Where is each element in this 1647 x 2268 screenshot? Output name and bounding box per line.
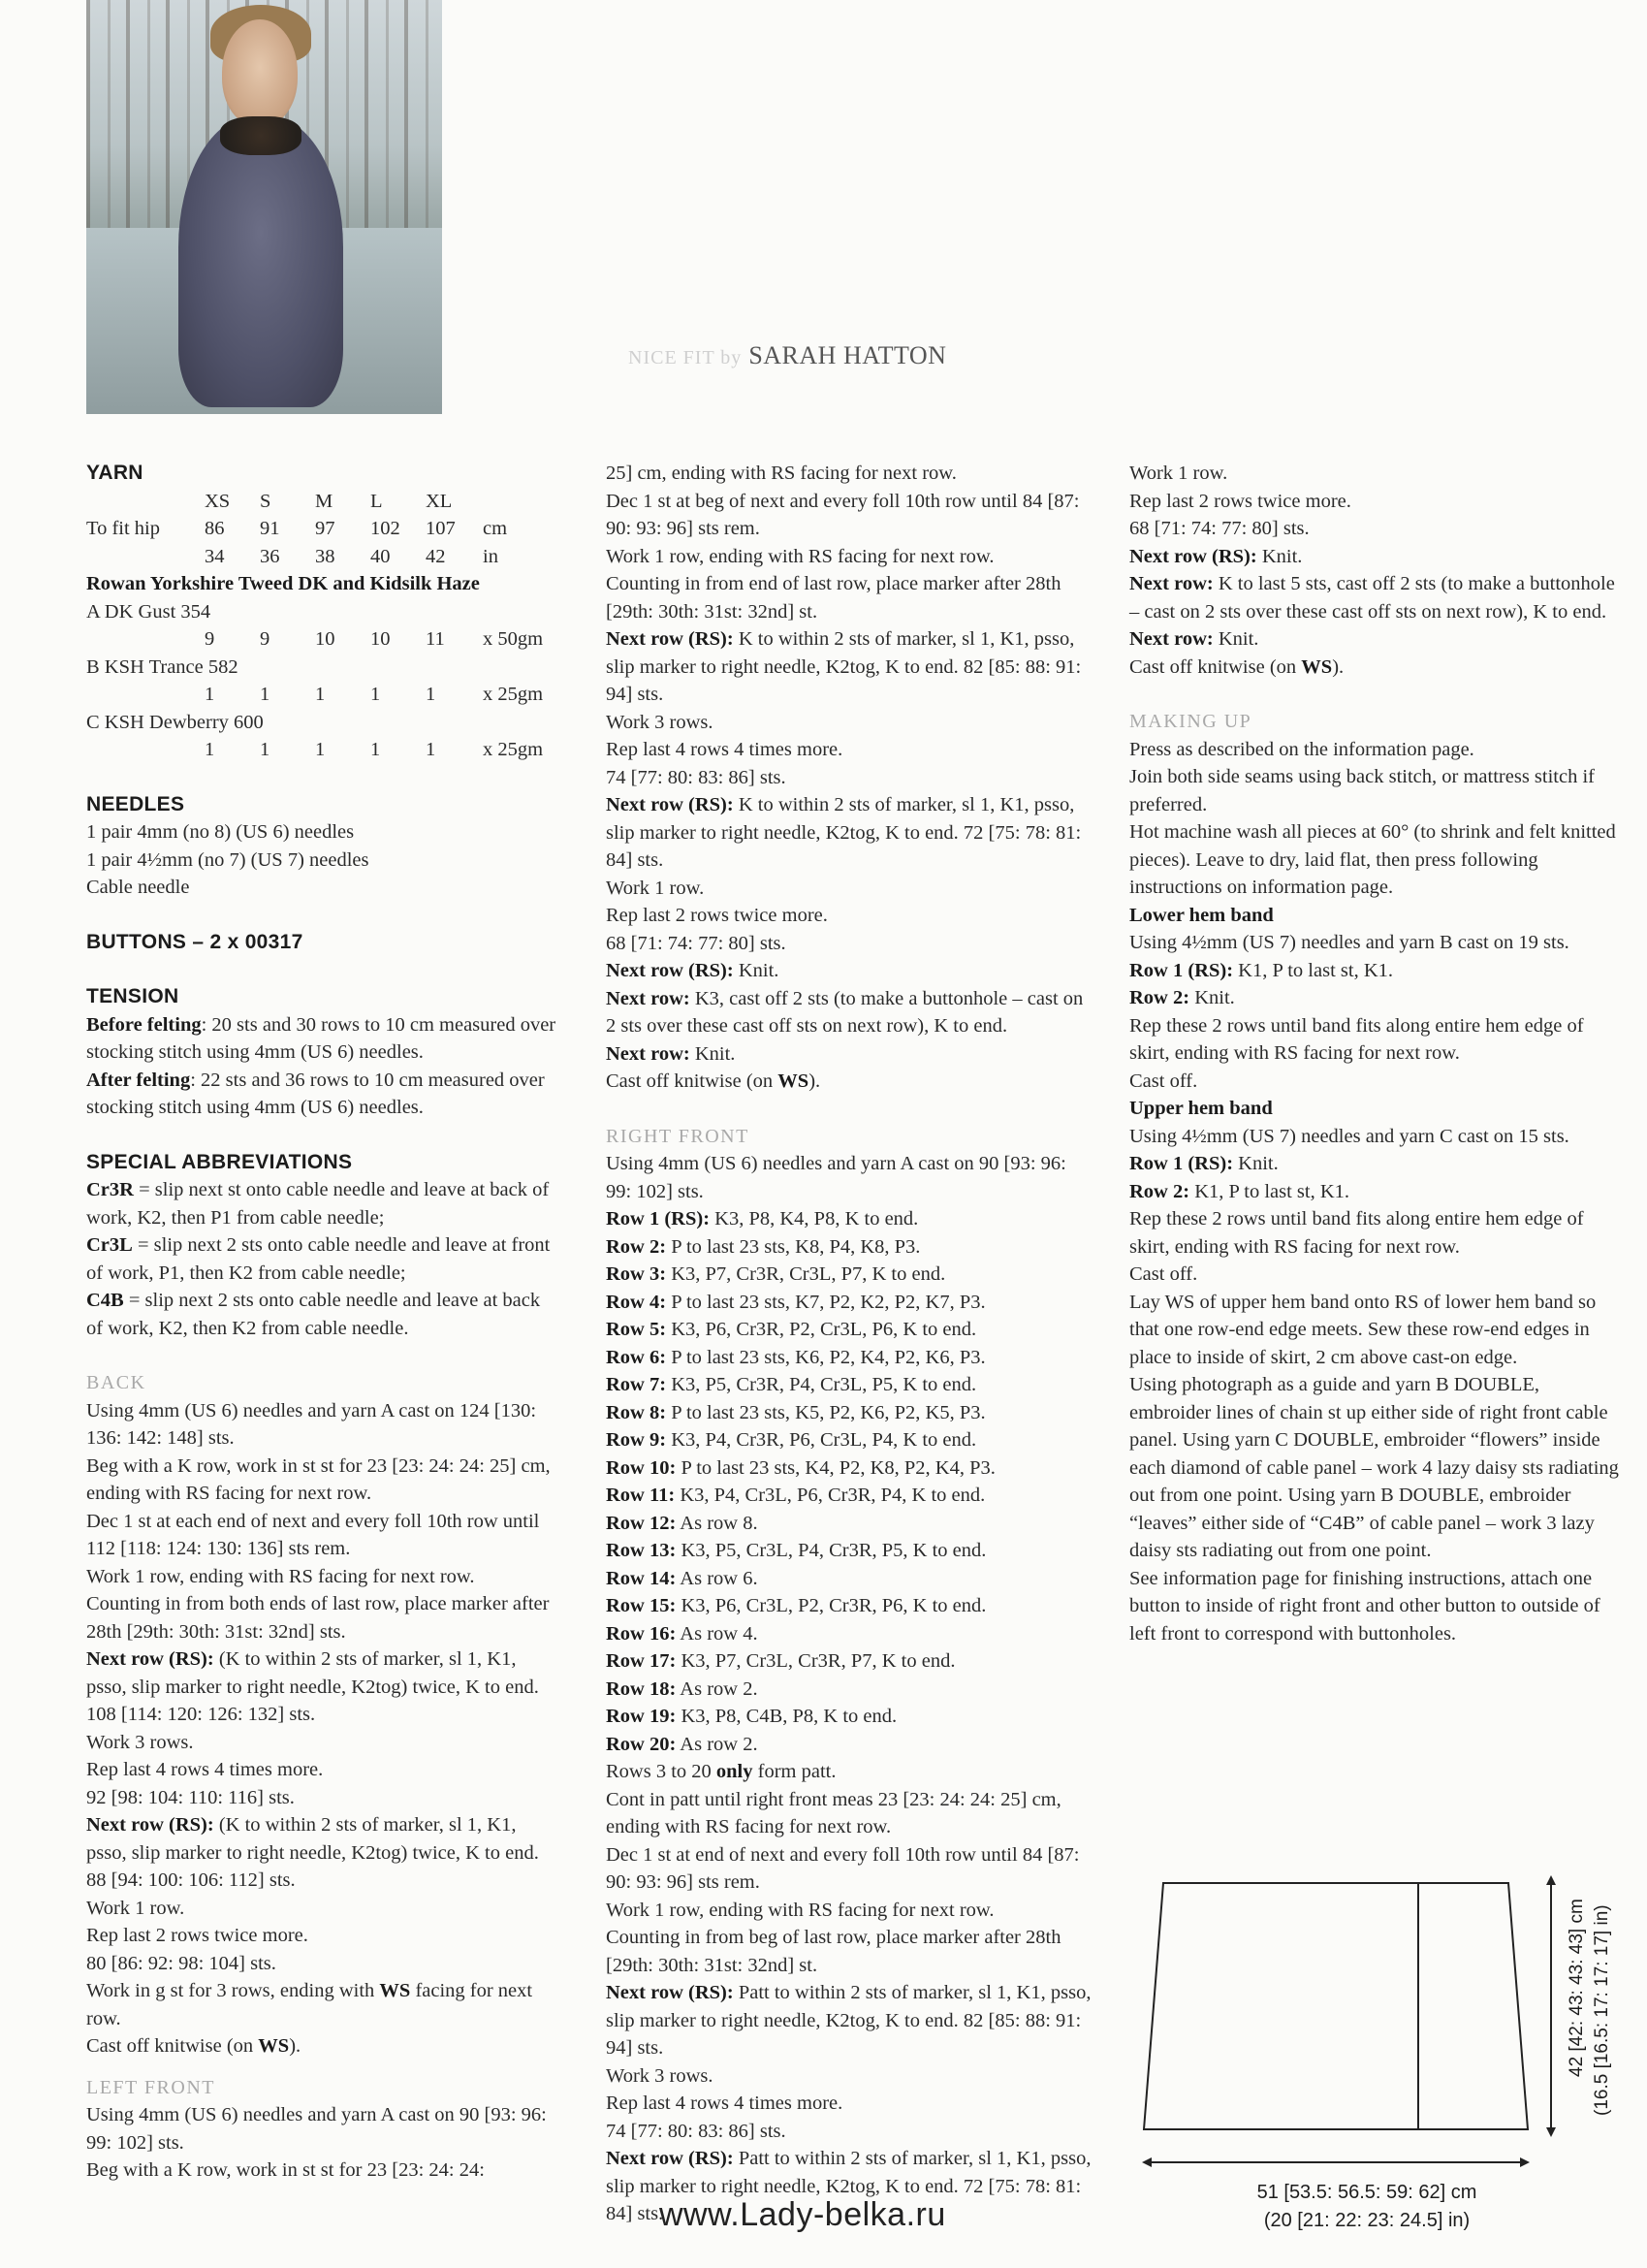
pattern-row-label: Row 12: xyxy=(606,1512,677,1534)
right-front-instruction: Dec 1 st at end of next and every foll 10th row until 84 [87: 90: 93: 96] sts rem. xyxy=(606,1843,1080,1893)
right-front-instruction: Next row: K to last 5 sts, cast off 2 sts (to make a buttonhole – cast on 2 sts over these cast off sts on next row), K to end. xyxy=(1129,573,1615,623)
pattern-row-label: Row 6: xyxy=(606,1346,667,1368)
pattern-row xyxy=(606,1205,1095,1233)
upper-hem-instruction: Using 4½mm (US 7) needles and yarn C cast on 15 sts. xyxy=(1129,1125,1569,1147)
left-front-instruction: Rep last 4 rows 4 times more. xyxy=(606,739,843,760)
back-instruction: Next row (RS): (K to within 2 sts of marker, sl 1, K1, psso, slip marker to right needle, K2tog) twice, K to end. 108 [114: 120: 126: 132] sts. xyxy=(86,1648,539,1725)
left-front-instruction: Rep last 2 rows twice more. xyxy=(606,905,828,926)
pattern-row-text: K3, P5, Cr3L, P4, Cr3R, P5, K to end. xyxy=(676,1540,987,1561)
buttons-line: BUTTONS – 2 x 00317 xyxy=(86,930,303,953)
making-up-instruction: Join both side seams using back stitch, or mattress stitch if preferred. xyxy=(1129,766,1595,815)
height-in: (16.5 [16.5: 17: 17: 17] in) xyxy=(1592,1904,1612,2116)
pattern-row xyxy=(606,1565,1095,1593)
back-instruction: Rep last 4 rows 4 times more. xyxy=(86,1759,324,1780)
left-front-instruction: Work 3 rows. xyxy=(606,711,713,733)
finishing-instruction: Using photograph as a guide and yarn B DOUBLE, embroider lines of chain st up either side of right front cable panel. Using yarn C DOUBLE, embroider “flowers” inside each diamond of cable panel – work 4 lazy daisy sts radiating out from one point. Using yarn B DOUBLE, embroider “leaves” either side of “C4B” of cable panel – work 3 lazy daisy sts radiating out from one point. xyxy=(1129,1374,1619,1561)
back-instruction: Work in g st for 3 rows, ending with WS facing for next row. xyxy=(86,1980,533,2029)
pattern-row-label: Row 4: xyxy=(606,1291,667,1313)
pattern-row-label: Row 3: xyxy=(606,1263,667,1285)
pattern-row-text: K3, P4, Cr3L, P6, Cr3R, P4, K to end. xyxy=(675,1485,986,1506)
pattern-row-text: As row 8. xyxy=(676,1512,758,1534)
left-front-instruction: Next row (RS): K to within 2 sts of marker, sl 1, K1, psso, slip marker to right needle, K2tog, K to end. 82 [85: 88: 91: 94] sts. xyxy=(606,628,1082,705)
width-cm: 51 [53.5: 56.5: 59: 62] cm xyxy=(1256,2182,1477,2203)
pattern-row xyxy=(606,1482,1095,1510)
right-front-instruction: Using 4mm (US 6) needles and yarn A cast on 90 [93: 96: 99: 102] sts. xyxy=(606,1153,1066,1202)
pattern-row-text: As row 4. xyxy=(676,1622,758,1645)
height-measurement xyxy=(1567,1862,1644,2143)
left-front-instruction: Next row (RS): Knit. xyxy=(606,960,779,981)
abbreviation-cr3r: Cr3R = slip next st onto cable needle and leave at back of work, K2, then P1 from cable needle; xyxy=(86,1179,550,1229)
pattern-rows xyxy=(606,1205,1095,1758)
skirt-schematic xyxy=(1134,1862,1629,2240)
width-in: (20 [21: 22: 23: 24.5] in) xyxy=(1263,2210,1471,2231)
needle-item: Cable needle xyxy=(86,877,190,898)
left-front-instruction: Next row: Knit. xyxy=(606,1042,736,1065)
pattern-row-text: P to last 23 sts, K8, P4, K8, P3. xyxy=(666,1235,921,1258)
needle-item: 1 pair 4½mm (no 7) (US 7) needles xyxy=(86,848,369,871)
yarn-a: A DK Gust 354 xyxy=(86,600,211,623)
yarn-brand: Rowan Yorkshire Tweed DK and Kidsilk Haze xyxy=(86,573,480,594)
pattern-row-label: Row 13: xyxy=(606,1540,677,1561)
pattern-row-label: Row 15: xyxy=(606,1595,677,1616)
yarn-b-quantities: 1 1 1 1 1 x 25gm xyxy=(205,684,544,705)
pattern-row-label: Row 20: xyxy=(606,1733,677,1755)
designer-name: SARAH HATTON xyxy=(748,341,947,369)
pattern-row-label: Row 10: xyxy=(606,1456,677,1479)
size-row: XS S M L XL xyxy=(205,490,453,512)
width-arrow xyxy=(1142,2153,1530,2172)
photo-model-head xyxy=(222,19,298,126)
skirt-outline xyxy=(1142,1875,1530,2137)
pattern-row-text: K3, P8, C4B, P8, K to end. xyxy=(676,1706,898,1727)
pattern-row xyxy=(606,1537,1095,1565)
lower-hem-instruction: Row 2: Knit. xyxy=(1129,987,1235,1008)
pattern-row-label: Row 19: xyxy=(606,1706,677,1727)
back-instruction: Rep last 2 rows twice more. xyxy=(86,1925,308,1946)
back-instruction: Counting in from both ends of last row, place marker after 28th [29th: 30th: 31st: 32nd] sts. xyxy=(86,1593,550,1643)
right-front-instruction: 68 [71: 74: 77: 80] sts. xyxy=(1129,518,1310,539)
yarn-b: B KSH Trance 582 xyxy=(86,655,238,678)
upper-hem-instruction: Row 2: K1, P to last st, K1. xyxy=(1129,1180,1350,1202)
pattern-row xyxy=(606,1399,1095,1427)
pattern-row-text: K3, P6, Cr3L, P2, Cr3R, P6, K to end. xyxy=(676,1595,987,1616)
back-instruction: Using 4mm (US 6) needles and yarn A cast on 124 [130: 136: 142: 148] sts. xyxy=(86,1399,537,1449)
pattern-row-label: Row 11: xyxy=(606,1485,676,1506)
width-measurement xyxy=(1192,2179,1541,2235)
model-photo xyxy=(86,0,442,414)
back-instruction: Work 1 row, ending with RS facing for next row. xyxy=(86,1565,475,1587)
yarn-a-quantities: 9 9 10 10 11 x 50gm xyxy=(205,628,544,650)
making-up-instruction: Hot machine wash all pieces at 60° (to shrink and felt knitted pieces). Leave to dry, laid flat, then press following instructions on information page. xyxy=(1129,821,1616,898)
yarn-c: C KSH Dewberry 600 xyxy=(86,711,264,733)
right-front-instruction: Next row (RS): Patt to within 2 sts of marker, sl 1, K1, psso, slip marker to right needle, K2tog, K to end. 72 [75: 78: 81: 84] sts. xyxy=(606,2148,1092,2224)
left-front-instruction: Dec 1 st at beg of next and every foll 10th row until 84 [87: 90: 93: 96] sts rem. xyxy=(606,490,1080,539)
lower-hem-heading: Lower hem band xyxy=(1129,904,1274,926)
pattern-row xyxy=(606,1703,1095,1731)
left-front-instruction: 74 [77: 80: 83: 86] sts. xyxy=(606,766,786,788)
right-front-instruction: Rep last 4 rows 4 times more. xyxy=(606,2092,843,2114)
right-front-instruction: Counting in from beg of last row, place marker after 28th [29th: 30th: 31st: 32nd] st. xyxy=(606,1927,1061,1976)
lower-hem-instruction: Cast off. xyxy=(1129,1070,1198,1092)
upper-hem-instruction: Row 1 (RS): Knit. xyxy=(1129,1153,1279,1174)
photo-model-collar xyxy=(220,116,301,155)
needles-heading: NEEDLES xyxy=(86,792,185,815)
hip-in-row: 34 36 38 40 42 in xyxy=(205,545,498,567)
pattern-row xyxy=(606,1371,1095,1399)
pattern-row-text: P to last 23 sts, K6, P2, K4, P2, K6, P3. xyxy=(666,1346,986,1368)
right-front-instruction: Cont in patt until right front meas 23 [23: 24: 24: 25] cm, ending with RS facing for next row. xyxy=(606,1788,1061,1837)
column-3 xyxy=(1129,460,1624,1647)
abbreviation-cr3l: Cr3L = slip next 2 sts onto cable needle and leave at front of work, P1, then K2 from cable needle; xyxy=(86,1234,551,1284)
hip-cm-row: To fit hip 86 91 97 102 107 cm xyxy=(86,518,508,539)
back-instruction: Cast off knitwise (on WS). xyxy=(86,2035,301,2057)
pattern-row xyxy=(606,1426,1095,1454)
left-front-instruction: Next row: K3, cast off 2 sts (to make a buttonhole – cast on 2 sts over these cast off sts on next row), K to end. xyxy=(606,987,1084,1037)
right-front-instruction: 74 [77: 80: 83: 86] sts. xyxy=(606,2120,786,2142)
yarn-heading: YARN xyxy=(86,462,143,484)
finishing-instruction: See information page for finishing instructions, attach one button to inside of right front and other button to outside of left front to correspond with buttonholes. xyxy=(1129,1567,1600,1645)
making-up-instruction: Press as described on the information page. xyxy=(1129,738,1474,760)
right-front-instruction: Next row: Knit. xyxy=(1129,628,1259,650)
right-front-instruction: Next row (RS): Patt to within 2 sts of marker, sl 1, K1, psso, slip marker to right needle, K2tog, K to end. 82 [85: 88: 91: 94] sts. xyxy=(606,1982,1092,2059)
left-front-instruction: Counting in from end of last row, place marker after 28th [29th: 30th: 31st: 32nd] st. xyxy=(606,573,1061,623)
pattern-row-text: As row 2. xyxy=(676,1677,758,1700)
right-front-instruction: Work 1 row. xyxy=(1129,463,1228,484)
pattern-row-text: K3, P6, Cr3R, P2, Cr3L, P6, K to end. xyxy=(666,1319,977,1340)
pattern-row-label: Row 9: xyxy=(606,1429,667,1451)
pattern-name: NICE FIT by xyxy=(628,347,743,368)
pattern-row xyxy=(606,1676,1095,1704)
back-instruction: Dec 1 st at each end of next and every foll 10th row until 112 [118: 124: 130: 136] sts rem. xyxy=(86,1510,540,1559)
back-instruction: Beg with a K row, work in st st for 23 [23: 24: 24: 25] cm, ending with RS facing for next row. xyxy=(86,1454,551,1504)
right-front-instruction: Rows 3 to 20 only form patt. xyxy=(606,1761,837,1782)
pattern-row-label: Row 18: xyxy=(606,1677,677,1700)
pattern-row-text: K3, P4, Cr3R, P6, Cr3L, P4, K to end. xyxy=(666,1429,977,1451)
left-front-instruction: Work 1 row, ending with RS facing for next row. xyxy=(606,545,995,567)
tension-heading: TENSION xyxy=(86,985,179,1007)
column-1 xyxy=(86,460,561,2185)
pattern-row-text: P to last 23 sts, K5, P2, K6, P2, K5, P3. xyxy=(666,1401,986,1423)
pattern-row xyxy=(606,1454,1095,1483)
column-2 xyxy=(606,460,1095,2228)
pattern-row xyxy=(606,1233,1095,1262)
finishing-instruction: Lay WS of upper hem band onto RS of lower hem band so that one row-end edge meets. Sew these row-end edges in place to inside of skirt, 2 cm above cast-on edge. xyxy=(1129,1291,1597,1368)
tension-before: Before felting: 20 sts and 30 rows to 10 cm measured over stocking stitch using 4mm (US 6) needles. xyxy=(86,1013,556,1063)
left-front-instruction: Next row (RS): K to within 2 sts of marker, sl 1, K1, psso, slip marker to right needle, K2tog, K to end. 72 [75: 78: 81: 84] sts. xyxy=(606,794,1082,871)
lower-hem-instruction: Using 4½mm (US 7) needles and yarn B cast on 19 sts. xyxy=(1129,932,1569,953)
left-front-instruction: Using 4mm (US 6) needles and yarn A cast on 90 [93: 96: 99: 102] sts. xyxy=(86,2104,547,2154)
pattern-row-text: As row 6. xyxy=(676,1567,758,1589)
pattern-row-text: P to last 23 sts, K7, P2, K2, P2, K7, P3. xyxy=(666,1291,986,1313)
pattern-row-text: P to last 23 sts, K4, P2, K8, P2, K4, P3. xyxy=(676,1456,996,1479)
lower-hem-instruction: Row 1 (RS): K1, P to last st, K1. xyxy=(1129,959,1394,981)
right-front-instruction: Work 1 row, ending with RS facing for next row. xyxy=(606,1899,995,1921)
pattern-row-text: As row 2. xyxy=(676,1733,758,1755)
left-front-instruction: 68 [71: 74: 77: 80] sts. xyxy=(606,932,786,954)
pattern-row xyxy=(606,1510,1095,1538)
pattern-row xyxy=(606,1289,1095,1317)
pattern-row-label: Row 17: xyxy=(606,1650,677,1672)
pattern-row xyxy=(606,1261,1095,1289)
pattern-row-text: K3, P8, K4, P8, K to end. xyxy=(710,1208,919,1230)
pattern-row xyxy=(606,1592,1095,1620)
website-watermark: www.Lady-belka.ru xyxy=(659,2196,946,2233)
pattern-row-text: K3, P7, Cr3R, Cr3L, P7, K to end. xyxy=(666,1263,946,1285)
back-instruction: Work 3 rows. xyxy=(86,1731,194,1753)
size-table xyxy=(86,488,507,571)
back-instruction: Work 1 row. xyxy=(86,1897,185,1919)
height-cm: 42 [42: 43: 43: 43] cm xyxy=(1567,1899,1587,2077)
pattern-row-label: Row 5: xyxy=(606,1319,667,1340)
back-heading: BACK xyxy=(86,1372,146,1393)
height-arrow xyxy=(1541,1875,1561,2137)
yarn-c-quantities: 1 1 1 1 1 x 25gm xyxy=(205,739,544,760)
tension-after: After felting: 22 sts and 36 rows to 10 cm measured over stocking stitch using 4mm (US 6) needles. xyxy=(86,1069,545,1118)
abbreviation-c4b: C4B = slip next 2 sts onto cable needle and leave at back of work, K2, then K2 from cable needle. xyxy=(86,1290,541,1339)
pattern-row-text: K3, P7, Cr3L, Cr3R, P7, K to end. xyxy=(676,1650,956,1672)
pattern-row xyxy=(606,1620,1095,1648)
pattern-row xyxy=(606,1647,1095,1676)
upper-hem-instruction: Cast off. xyxy=(1129,1263,1198,1285)
right-front-instruction: Next row (RS): Knit. xyxy=(1129,545,1303,567)
pattern-row-label: Row 2: xyxy=(606,1235,667,1258)
pattern-row xyxy=(606,1316,1095,1344)
needle-item: 1 pair 4mm (no 8) (US 6) needles xyxy=(86,821,355,843)
pattern-row xyxy=(606,1344,1095,1372)
pattern-row-label: Row 1 (RS): xyxy=(606,1208,711,1230)
pattern-row-label: Row 14: xyxy=(606,1567,677,1589)
photo-model-body xyxy=(178,116,343,407)
left-front-instruction: Work 1 row. xyxy=(606,877,705,899)
left-front-instruction: Cast off knitwise (on WS). xyxy=(606,1070,821,1092)
making-up-heading: MAKING UP xyxy=(1129,711,1252,732)
lower-hem-instruction: Rep these 2 rows until band fits along entire hem edge of skirt, ending with RS facing for next row. xyxy=(1129,1014,1584,1064)
pattern-row-label: Row 7: xyxy=(606,1374,667,1395)
abbreviations-heading: SPECIAL ABBREVIATIONS xyxy=(86,1150,353,1173)
pattern-row-label: Row 16: xyxy=(606,1622,677,1645)
left-front-instruction: Beg with a K row, work in st st for 23 [23: 24: 24: xyxy=(86,2159,485,2181)
left-front-heading: LEFT FRONT xyxy=(86,2076,215,2098)
upper-hem-instruction: Rep these 2 rows until band fits along entire hem edge of skirt, ending with RS facing for next row. xyxy=(1129,1208,1584,1258)
pattern-row-text: K3, P5, Cr3R, P4, Cr3L, P5, K to end. xyxy=(666,1374,977,1395)
pattern-row-label: Row 8: xyxy=(606,1401,667,1423)
left-front-instruction: 25] cm, ending with RS facing for next row. xyxy=(606,463,957,484)
right-front-instruction: Cast off knitwise (on WS). xyxy=(1129,655,1345,678)
back-instruction: 80 [86: 92: 98: 104] sts. xyxy=(86,1952,276,1974)
upper-hem-heading: Upper hem band xyxy=(1129,1098,1273,1119)
back-instruction: Next row (RS): (K to within 2 sts of marker, sl 1, K1, psso, slip marker to right needle, K2tog) twice, K to end. 88 [94: 100: 106: 112] sts. xyxy=(86,1814,539,1891)
right-front-instruction: Work 3 rows. xyxy=(606,2064,713,2087)
back-instruction: 92 [98: 104: 110: 116] sts. xyxy=(86,1786,295,1808)
pattern-row xyxy=(606,1731,1095,1759)
skirt-shape xyxy=(1144,1883,1528,2129)
right-front-heading: RIGHT FRONT xyxy=(606,1125,749,1147)
right-front-instruction: Rep last 2 rows twice more. xyxy=(1129,490,1351,512)
designer-byline xyxy=(628,341,946,370)
